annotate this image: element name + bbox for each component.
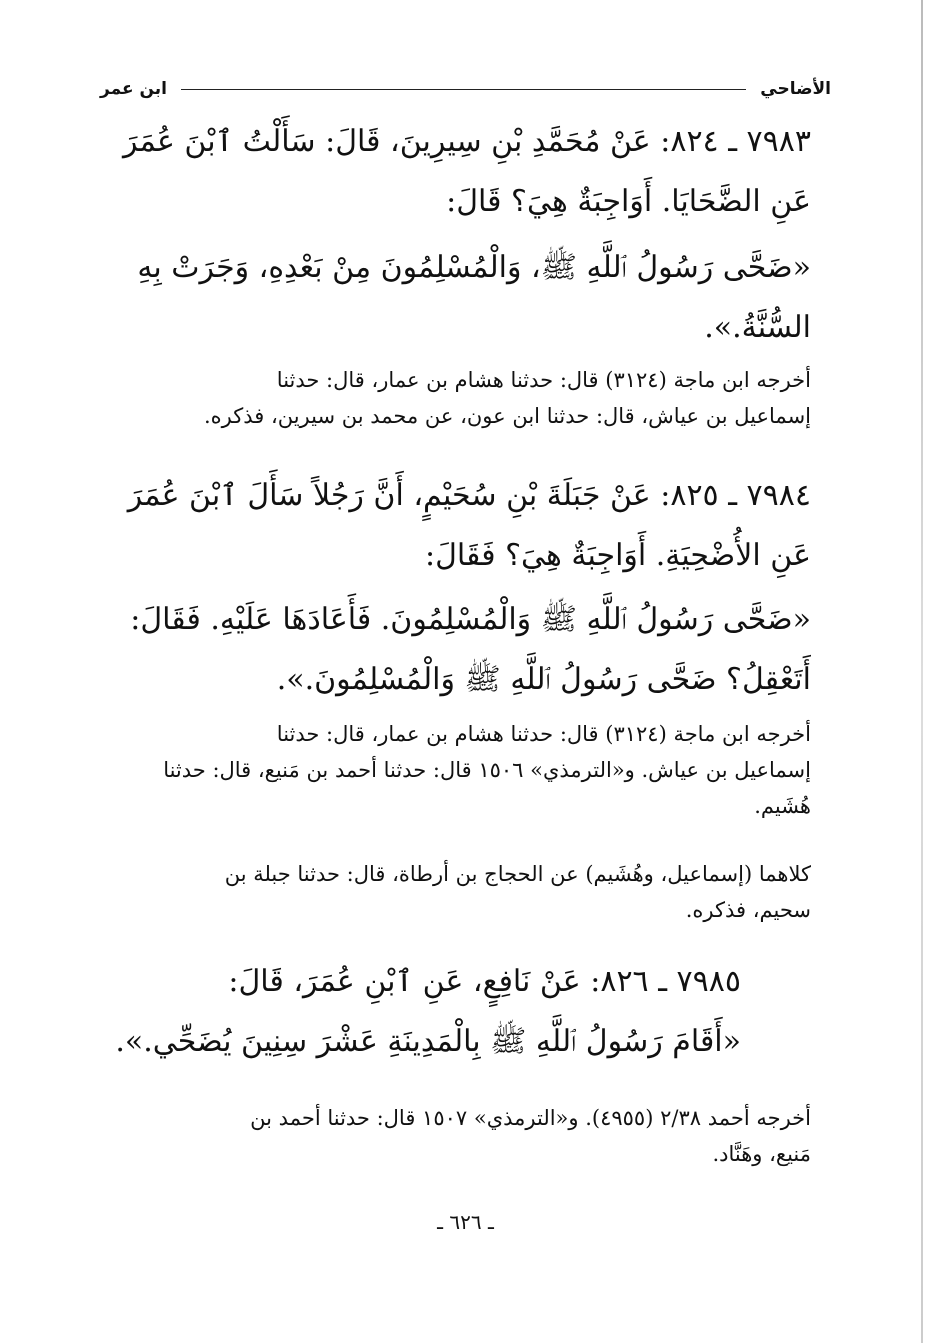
hadith-line: «ضَحَّى رَسُولُ ٱللَّهِ ﷺ، وَالْمُسْلِمُونَ مِنْ بَعْدِهِ، وَجَرَتْ بِهِ [137, 250, 811, 285]
hadith-line: ٧٩٨٥ ـ ٨٢٦: عَنْ نَافِعٍ، عَنِ ٱبْنِ عُمَرَ، قَالَ: [228, 964, 741, 999]
hadith-line: السُّنَّةُ.». [704, 310, 811, 345]
header-rule [181, 89, 746, 90]
scan-edge-shadow [921, 0, 923, 1343]
hadith-line: «أَقَامَ رَسُولُ ٱللَّهِ ﷺ بِالْمَدِينَةِ عَشْرَ سِنِينَ يُضَحِّي.». [115, 1024, 741, 1059]
hadith-line: عَنِ الأُضْحِيَةِ. أَوَاجِبَةٌ هِيَ؟ فَقَالَ: [425, 538, 811, 573]
running-header [100, 72, 831, 106]
takhrij-line: إسماعيل بن عياش، قال: حدثنا ابن عون، عن محمد بن سيرين، فذكره. [203, 404, 811, 428]
hadith-7983-quote [104, 238, 811, 358]
takhrij-line: مَنيع، وهَنَّاد. [712, 1142, 811, 1166]
hadith-7984-takhrij [104, 716, 811, 824]
hadith-line: ٧٩٨٣ ـ ٨٢٤: عَنْ مُحَمَّدِ بْنِ سِيرِينَ، قَالَ: سَأَلْتُ ٱبْنَ عُمَرَ [123, 124, 811, 159]
hadith-7985-text [104, 952, 811, 1072]
hadith-7983-text [104, 112, 811, 232]
hadith-7984-takhrij-continued [104, 856, 811, 928]
takhrij-line: أخرجه ابن ماجة (٣١٢٤) قال: حدثنا هشام بن عمار، قال: حدثنا [276, 368, 811, 392]
hadith-line: ٧٩٨٤ ـ ٨٢٥: عَنْ جَبَلَةَ بْنِ سُحَيْمٍ، أَنَّ رَجُلاً سَأَلَ ٱبْنَ عُمَرَ [127, 478, 811, 513]
hadith-7983-takhrij [104, 362, 811, 434]
takhrij-line: سحيم، فذكره. [685, 898, 811, 922]
hadith-line: «ضَحَّى رَسُولُ ٱللَّهِ ﷺ وَالْمُسْلِمُونَ. فَأَعَادَهَا عَلَيْهِ. فَقَالَ: [130, 602, 811, 637]
takhrij-line: هُشَيم. [754, 794, 811, 818]
hadith-7985-takhrij [104, 1100, 811, 1172]
hadith-7984-text [104, 466, 811, 586]
header-narrator-name: ابن عمر [100, 79, 168, 99]
takhrij-line: إسماعيل بن عياش. و«الترمذي» ١٥٠٦ قال: حدثنا أحمد بن مَنيع، قال: حدثنا [163, 758, 811, 782]
page-number: ـ ٦٢٦ ـ [437, 1210, 494, 1234]
hadith-7984-quote [104, 590, 811, 710]
takhrij-line: كلاهما (إسماعيل، وهُشَيم) عن الحجاج بن أرطاة، قال: حدثنا جبلة بن [224, 862, 811, 886]
takhrij-line: أخرجه أحمد ٢/٣٨ (٤٩٥٥). و«الترمذي» ١٥٠٧ قال: حدثنا أحمد بن [250, 1106, 811, 1130]
hadith-line: عَنِ الضَّحَايَا. أَوَاجِبَةٌ هِيَ؟ قَالَ: [446, 184, 811, 219]
takhrij-line: أخرجه ابن ماجة (٣١٢٤) قال: حدثنا هشام بن عمار، قال: حدثنا [276, 722, 811, 746]
hadith-line: أَتَعْقِلُ؟ ضَحَّى رَسُولُ ٱللَّهِ ﷺ وَالْمُسْلِمُونَ.». [276, 662, 811, 697]
header-section-title: الأضاحي [760, 79, 831, 99]
